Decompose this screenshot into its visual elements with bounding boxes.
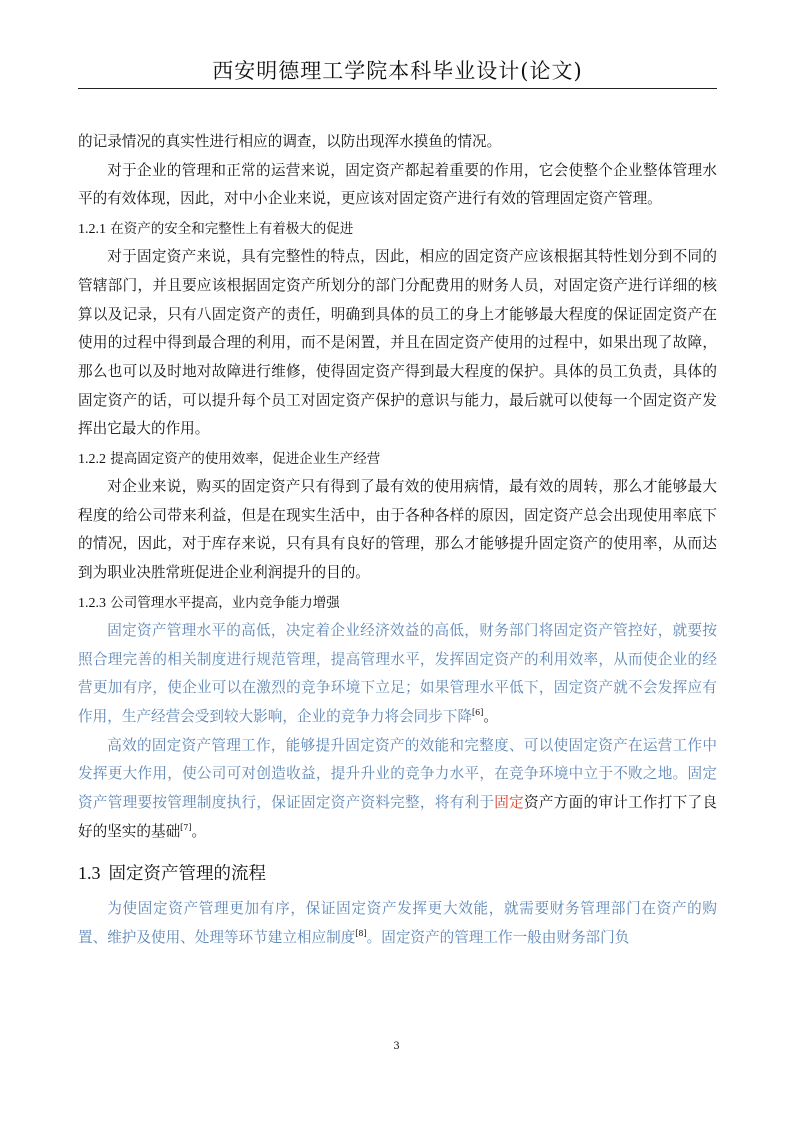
paragraph-3: 对于固定资产来说，具有完整性的特点，因此，相应的固定资产应该根据其特性划分到不同的管辖部门，并且要应该根据固定资产所划分的部门分配费用的财务人员，对固定资产进行详细的核算以及记录，只有八固定资产的责任，明确到具体的员工的身上才能够最大程度的保证固定资产在使用的过程中得到最合理的利用，而不是闲置，并且在固定资产使用的过程中，如果出现了故障，那么也可以及时地对故障进行维修，使得固定资产得到最大程度的保护。具体的员工负责，具体的固定资产的话，可以提升每个员工对固定资产保护的意识与能力，最后就可以使每一个固定资产发挥出它最大的作用。 (78, 248, 717, 438)
section-title: 在资产的安全和完整性上有着极大的促进 (110, 221, 354, 238)
section-heading-1-2-2 (78, 446, 717, 473)
header-divider (78, 88, 717, 89)
paragraph-4: 对企业来说，购买的固定资产只有得到了最有效的使用病情，最有效的周转，那么才能够最大程度的给公司带来利益，但是在现实生活中，由于各种各样的原因，固定资产总会出现使用率底下的情况，因此，对于库存来说，只有具有良好的管理，那么才能够提升固定资产的使用率，从而达到为职业决胜常班促进企业利润提升的目的。 (78, 478, 717, 582)
paragraph-6-text-b: 资产方面的审计工作打下了良好的坚实的基础 (78, 794, 717, 840)
section-heading-1-2-1 (78, 216, 717, 243)
paragraph-7-text-b: 。固定资产的管理工作一般由财务部门负 (366, 929, 630, 947)
paragraph-6 (78, 732, 717, 847)
paragraph-2: 对于企业的管理和正常的运营来说，固定资产都起着重要的作用，它会使整个企业整体管理水平的有效体现，因此，对中小企业来说，更应该对固定资产进行有效的管理固定资产管理。 (78, 161, 717, 208)
citation-6: [6] (472, 707, 484, 717)
section-number: 1.2.2 (78, 452, 106, 468)
highlighted-word: 固定 (494, 794, 524, 812)
page-header-title: 西安明德理工学院本科毕业设计(论文) (212, 59, 583, 83)
paragraph-7-text-a: 为使固定资产管理更加有序，保证固定资产发挥更大效能，就需要财务管理部门在资产的购置、维护及使用、处理等环节建立相应制度 (78, 900, 717, 947)
section-number: 1.2.1 (78, 222, 106, 238)
paragraph-5 (78, 617, 717, 732)
section-heading-1-3 (78, 858, 717, 889)
citation-7: [7] (180, 822, 192, 832)
section-number: 1.2.3 (78, 595, 106, 611)
paragraph-6-end: 。 (191, 822, 207, 840)
document-body (78, 128, 717, 953)
paragraph-5-text: 固定资产管理水平的高低，决定着企业经济效益的高低，财务部门将固定资产管控好，就要按照合理完善的相关制度进行规范管理，提高管理水平，发挥固定资产的利用效率，从而使企业的经营更加有序，使企业可以在激烈的竞争环境下立足；如果管理水平低下，固定资产就不会发挥应有作用，生产经营会受到较大影响，企业的竞争力将会同步下降 (78, 621, 717, 725)
citation-8: [8] (355, 929, 367, 939)
page-number: 3 (393, 1041, 400, 1052)
paragraph-1: 的记录情况的真实性进行相应的调查，以防出现浑水摸鱼的情况。 (78, 133, 502, 150)
section-heading-1-2-3 (78, 590, 717, 617)
section-title: 提高固定资产的使用效率，促进企业生产经营 (110, 451, 381, 468)
section-number: 1.3 (78, 863, 101, 884)
paragraph-6-text-a: 高效的固定资产管理工作，能够提升固定资产的效能和完整度、可以使固定资产在运营工作中发挥更大作用，使公司可对创造收益，提升升业的竞争力水平，在竞争环境中立于不败之地。固定资产管理要按管理制度执行，保证固定资产资料完整，将有利于 (78, 736, 717, 812)
section-title: 固定资产管理的流程 (108, 864, 266, 885)
section-title: 公司管理水平提高，业内竞争能力增强 (110, 594, 340, 611)
paragraph-5-end: 。 (483, 707, 498, 725)
paragraph-7 (78, 895, 717, 952)
